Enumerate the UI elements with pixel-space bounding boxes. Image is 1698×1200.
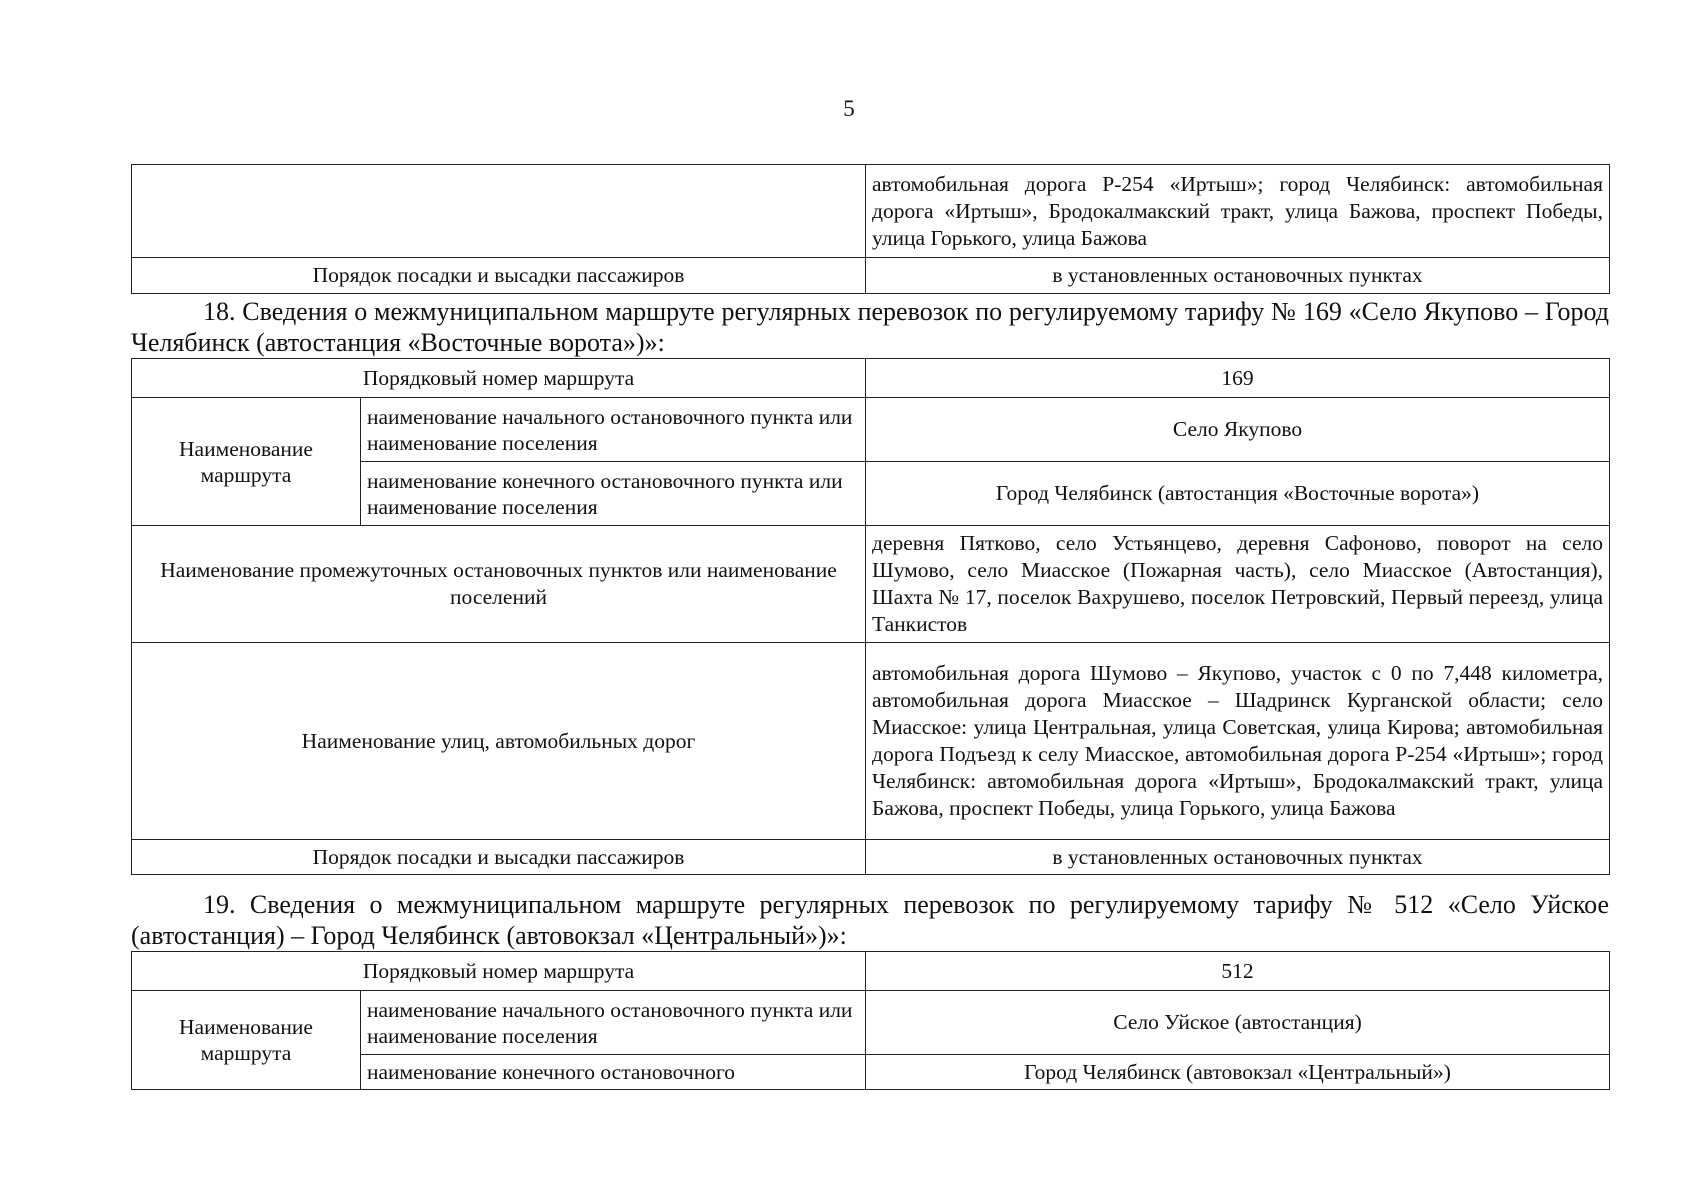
- route-number-value: 512: [866, 952, 1610, 991]
- boarding-label: Порядок посадки и высадки пассажиров: [132, 258, 866, 294]
- start-stop-value: Село Якупово: [866, 398, 1610, 462]
- end-stop-label: наименование конечного остановочного пункта или наименование поселения: [361, 462, 866, 526]
- route-table-169: [131, 358, 1610, 875]
- section-18-heading: 18. Сведения о межмуниципальном маршруте регулярных перевозок по регулируемому тарифу № 169 «Село Якупово – Город Челябинск (автостанция «Восточные ворота»)»:: [131, 297, 1609, 357]
- table-row: [132, 398, 1610, 462]
- start-stop-value: Село Уйское (автостанция): [866, 991, 1610, 1055]
- route-name-label: Наименование маршрута: [132, 991, 361, 1090]
- route-table-512: [131, 951, 1610, 1090]
- route-number-value: 169: [866, 359, 1610, 398]
- route-number-label: Порядковый номер маршрута: [132, 359, 866, 398]
- start-stop-label: наименование начального остановочного пункта или наименование поселения: [361, 991, 866, 1055]
- streets-value: автомобильная дорога Шумово – Якупово, участок с 0 по 7,448 километра, автомобильная дорога Миасское – Шадринск Курганской области; село Миасское: улица Центральная, улица Советская, улица Кирова; автомобильная дорога Подъезд к селу Миасское, автомобильная дорога Р-254 «Иртыш»; город Челябинск: автомобильная дорога «Иртыш», Бродокалмакский тракт, улица Бажова, проспект Победы, улица Горького, улица Бажова: [866, 643, 1610, 840]
- boarding-value: в установленных остановочных пунктах: [866, 258, 1610, 294]
- end-stop-value: Город Челябинск (автостанция «Восточные ворота»): [866, 462, 1610, 526]
- boarding-label: Порядок посадки и высадки пассажиров: [132, 840, 866, 875]
- table-row: [132, 526, 1610, 643]
- section-19-heading: 19. Сведения о межмуниципальном маршруте регулярных перевозок по регулируемому тарифу № 512 «Село Уйское (автостанция) – Город Челябинск (автовокзал «Центральный»)»:: [131, 890, 1609, 950]
- table-row: [132, 258, 1610, 294]
- route-name-label: Наименование маршрута: [132, 398, 361, 526]
- start-stop-label: наименование начального остановочного пункта или наименование поселения: [361, 398, 866, 462]
- boarding-value: в установленных остановочных пунктах: [866, 840, 1610, 875]
- route-number-label: Порядковый номер маршрута: [132, 952, 866, 991]
- table-row: [132, 359, 1610, 398]
- page-number: 5: [843, 96, 855, 121]
- empty-cell: [132, 165, 866, 258]
- streets-value: автомобильная дорога Р-254 «Иртыш»; город Челябинск: автомобильная дорога «Иртыш», Бродокалмакский тракт, улица Бажова, проспект Победы, улица Горького, улица Бажова: [866, 165, 1610, 258]
- end-stop-value: Город Челябинск (автовокзал «Центральный»): [866, 1055, 1610, 1090]
- table-row: [132, 165, 1610, 258]
- table-row: [132, 952, 1610, 991]
- intermediate-label: Наименование промежуточных остановочных пунктов или наименование поселений: [132, 526, 866, 643]
- intermediate-value: деревня Пятково, село Устьянцево, деревня Сафоново, поворот на село Шумово, село Миасское (Пожарная часть), село Миасское (Автостанция), Шахта № 17, поселок Вахрушево, поселок Петровский, Первый переезд, улица Танкистов: [866, 526, 1610, 643]
- table-row: [132, 991, 1610, 1055]
- streets-label: Наименование улиц, автомобильных дорог: [132, 643, 866, 840]
- table-row: [132, 643, 1610, 840]
- table-row: [132, 840, 1610, 875]
- route-table-continued: [131, 164, 1610, 294]
- end-stop-label: наименование конечного остановочного: [361, 1055, 866, 1090]
